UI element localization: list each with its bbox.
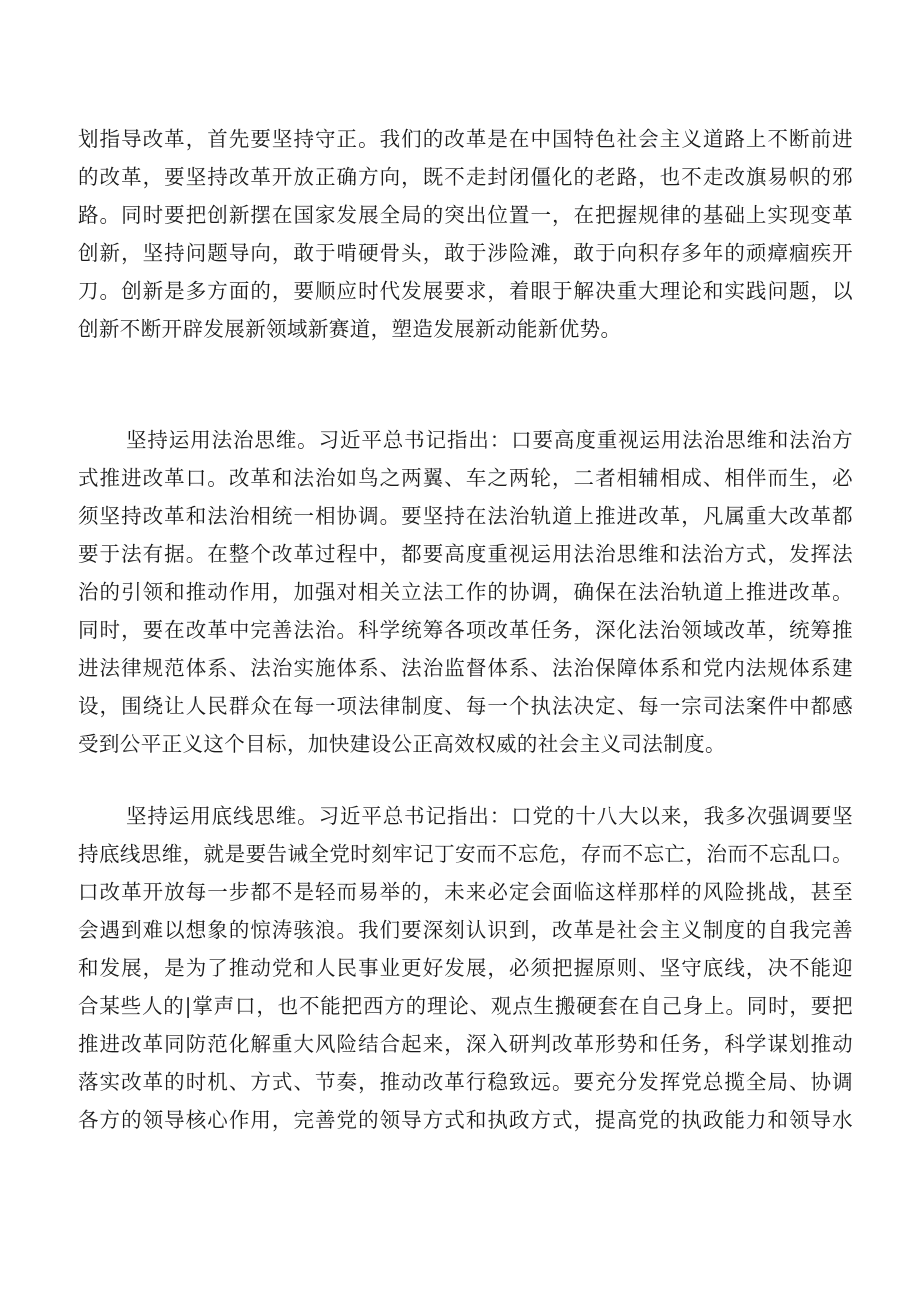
text-line: 同时，要在改革中完善法治。科学统筹各项改革任务，深化法治领域改革，统筹推: [78, 618, 853, 642]
text-line: 受到公平正义这个目标，加快建设公正高效权威的社会主义司法制度。: [78, 732, 726, 756]
text-line: 创新，坚持问题导向，敢于啃硬骨头，敢于涉险滩，敢于向积存多年的顽瘴痼疾开: [78, 241, 853, 265]
text-line: 落实改革的时机、方式、节奏，推动改革行稳致远。要充分发挥党总揽全局、协调: [78, 1070, 853, 1094]
paragraph-rule-of-law-thinking: [78, 421, 853, 763]
text-line: 推进改革同防范化解重大风险结合起来，深入研判改革形势和任务，科学谋划推动: [78, 1032, 853, 1056]
text-line: 须坚持改革和法治相统一相协调。要坚持在法治轨道上推进改革，凡属重大改革都: [78, 504, 853, 528]
text-line: 各方的领导核心作用，完善党的领导方式和执政方式，提高党的执政能力和领导水: [78, 1108, 853, 1132]
paragraph-guided-reform: [78, 120, 853, 348]
text-line: 创新不断开辟发展新领域新赛道，塑造发展新动能新优势。: [78, 317, 622, 341]
text-line: 坚持运用底线思维。习近平总书记指出：口党的十八大以来，我多次强调要坚: [126, 804, 853, 828]
text-line: 划指导改革，首先要坚持守正。我们的改革是在中国特色社会主义道路上不断前进: [78, 127, 853, 151]
text-line: 进法律规范体系、法治实施体系、法治监督体系、法治保障体系和党内法规体系建: [78, 656, 853, 680]
text-line: 设，围绕让人民群众在每一项法律制度、每一个执法决定、每一宗司法案件中都感: [78, 694, 853, 718]
text-line: 式推进改革口。改革和法治如鸟之两翼、车之两轮，二者相辅相成、相伴而生，必: [78, 466, 853, 490]
text-line: 刀。创新是多方面的，要顺应时代发展要求，着眼于解决重大理论和实践问题，以: [78, 279, 853, 303]
text-line: 和发展，是为了推动党和人民事业更好发展，必须把握原则、坚守底线，决不能迎: [78, 956, 853, 980]
paragraph-bottom-line-thinking: [78, 797, 853, 1139]
text-line: 坚持运用法治思维。习近平总书记指出：口要高度重视运用法治思维和法治方: [126, 428, 853, 452]
text-line: 的改革，要坚持改革开放正确方向，既不走封闭僵化的老路，也不走改旗易帜的邪: [78, 165, 853, 189]
text-line: 要于法有据。在整个改革过程中，都要高度重视运用法治思维和法治方式，发挥法: [78, 542, 853, 566]
text-line: 路。同时要把创新摆在国家发展全局的突出位置一，在把握规律的基础上实现变革: [78, 203, 853, 227]
text-line: 合某些人的|掌声口，也不能把西方的理论、观点生搬硬套在自己身上。同时，要把: [78, 994, 853, 1018]
text-line: 持底线思维，就是要告诫全党时刻牢记丁安而不忘危，存而不忘亡，治而不忘乱口。: [78, 842, 853, 866]
text-line: 治的引领和推动作用，加强对相关立法工作的协调，确保在法治轨道上推进改革。: [78, 580, 853, 604]
text-line: 会遇到难以想象的惊涛骇浪。我们要深刻认识到，改革是社会主义制度的自我完善: [78, 918, 853, 942]
text-line: 口改革开放每一步都不是轻而易举的，未来必定会面临这样那样的风险挑战，甚至: [78, 880, 853, 904]
